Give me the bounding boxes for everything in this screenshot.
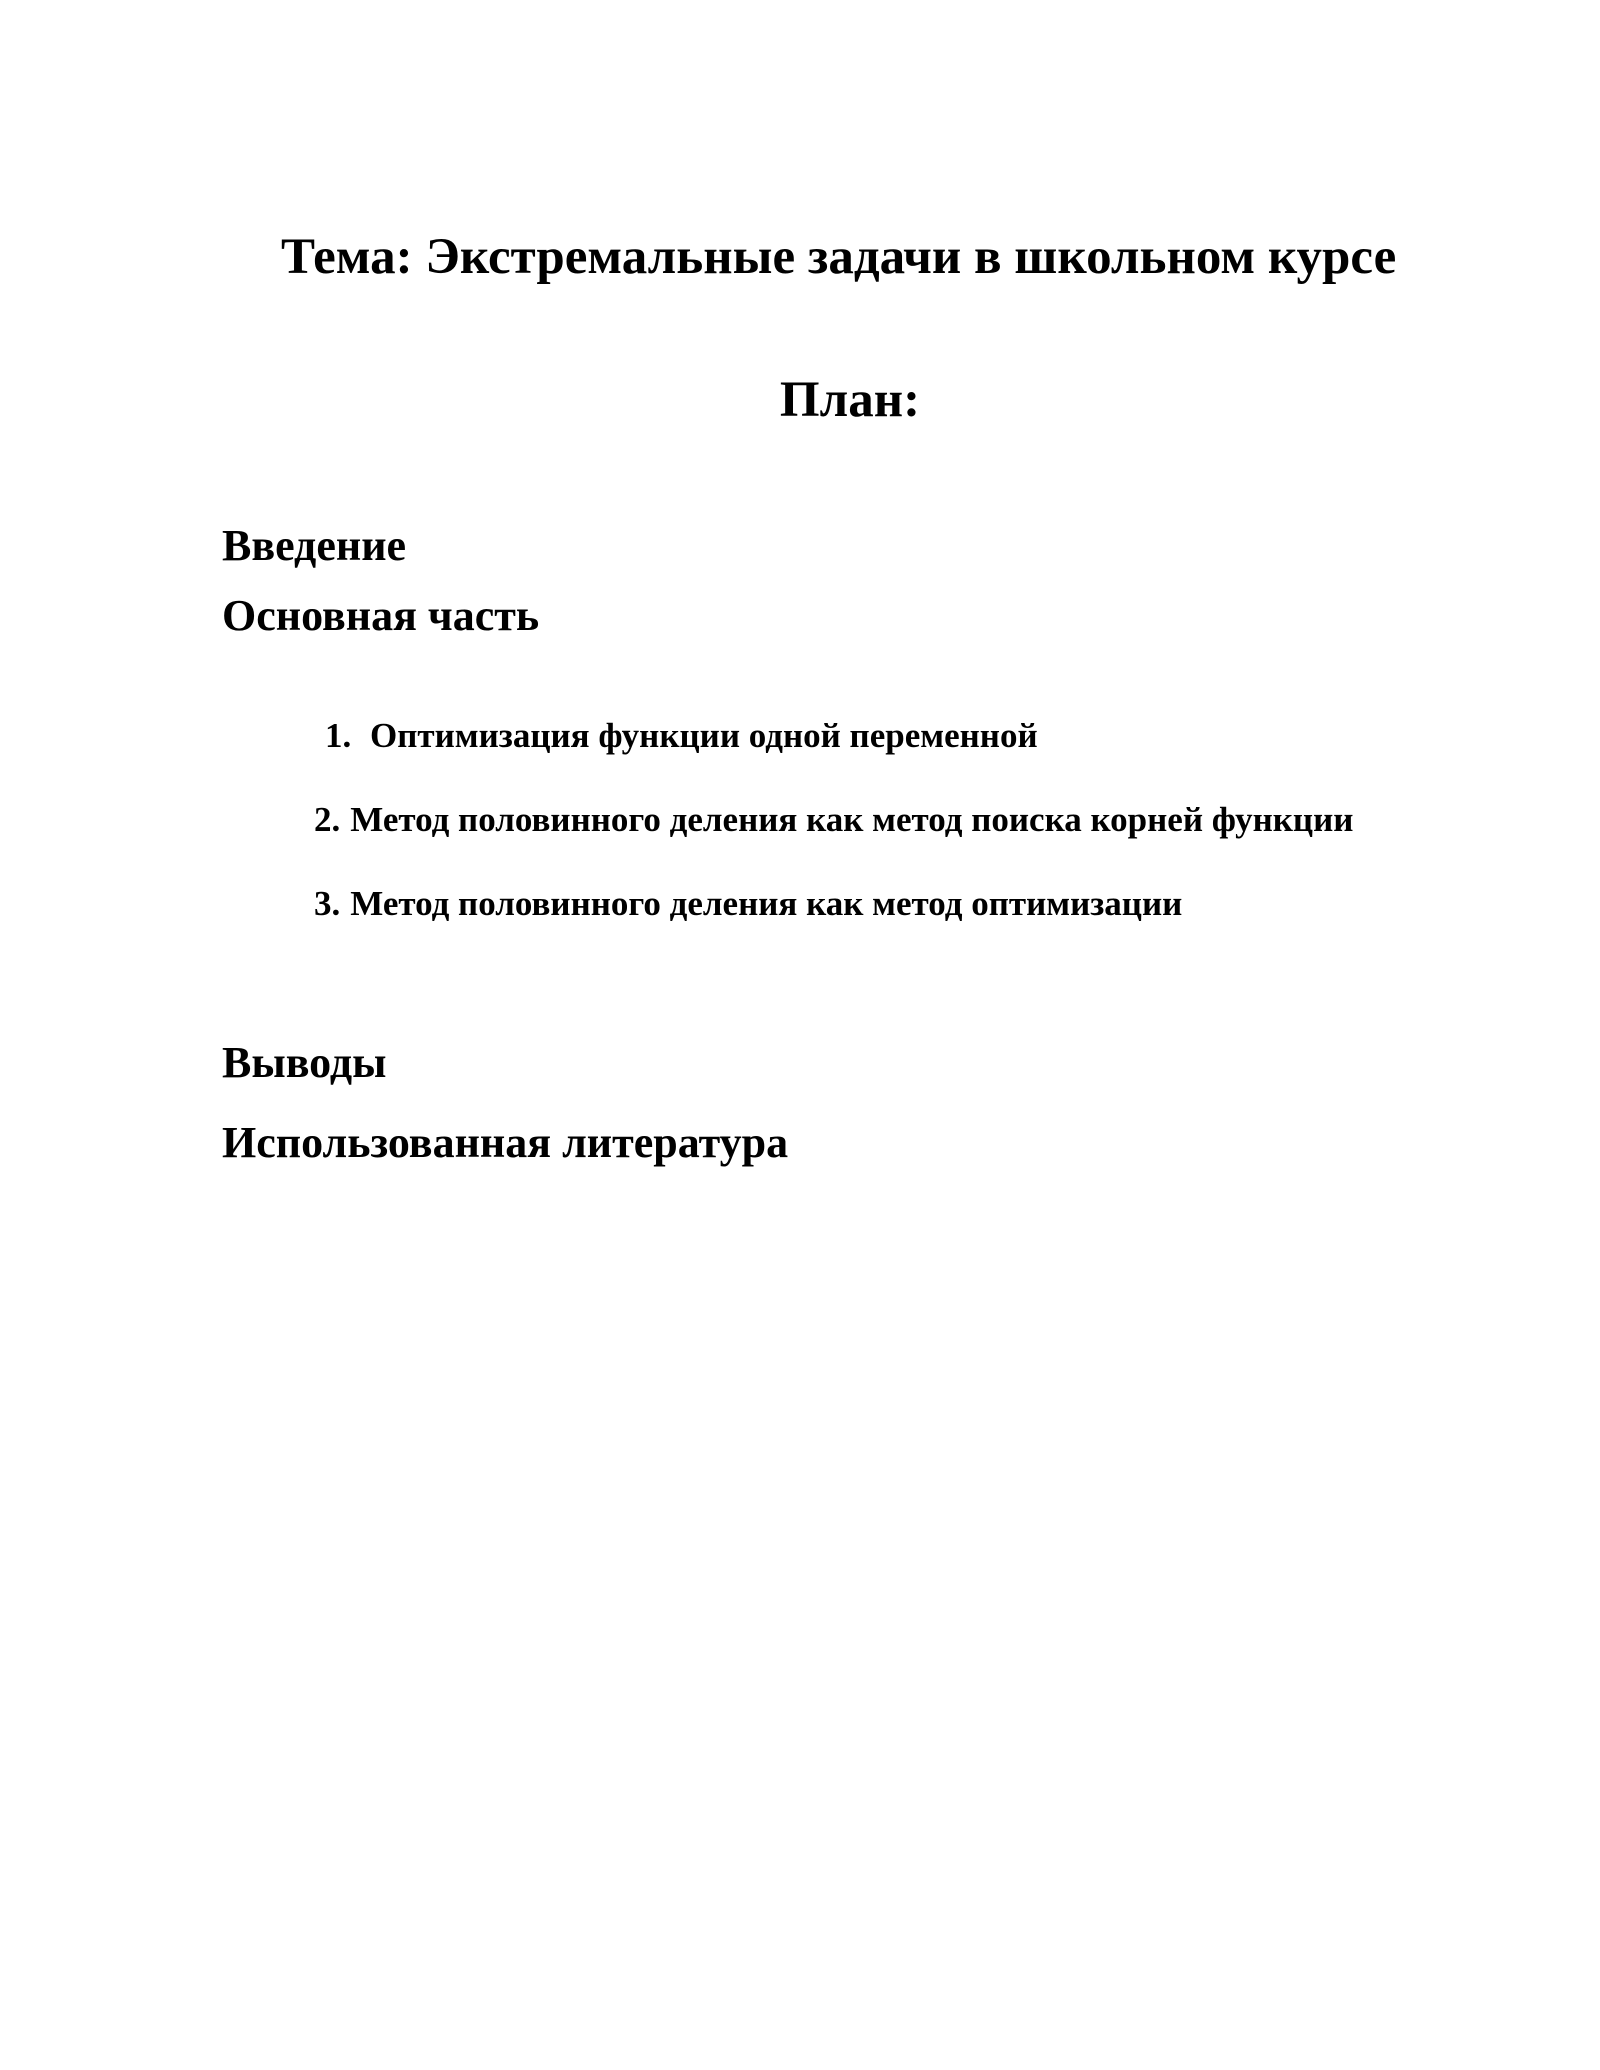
- list-item-text: Оптимизация функции одной переменной: [370, 716, 1038, 755]
- list-item-number: 3.: [314, 884, 341, 923]
- list-item-number: 2.: [314, 800, 341, 839]
- plan-heading: План:: [779, 372, 921, 428]
- list-item-text: Метод половинного деления как метод поиска корней функции: [350, 800, 1354, 839]
- section-conclusions: Выводы: [222, 1038, 387, 1087]
- section-literature: Использованная литература: [222, 1118, 789, 1167]
- list-item: [325, 718, 1038, 753]
- list-item-text: Метод половинного деления как метод оптимизации: [350, 884, 1183, 923]
- list-item: [314, 802, 1353, 837]
- section-main-part: Основная часть: [222, 591, 540, 640]
- list-item-number: 1.: [325, 716, 352, 755]
- section-introduction: Введение: [222, 521, 407, 570]
- document-title: Тема: Экстремальные задачи в школьном курсе: [281, 229, 1397, 285]
- list-item: [314, 886, 1182, 921]
